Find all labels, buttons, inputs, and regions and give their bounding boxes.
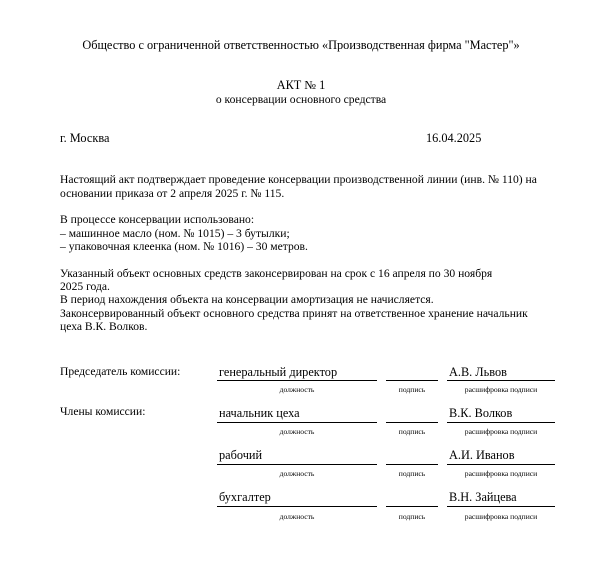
body-line: Указанный объект основных средств законсервирован на срок с 16 апреля по 30 ноября bbox=[60, 267, 493, 280]
body-line: 2025 года. bbox=[60, 280, 110, 293]
signer-name: А.В. Львов bbox=[449, 365, 507, 379]
position-line bbox=[217, 506, 377, 507]
decoding-line bbox=[447, 380, 555, 381]
signer-position: генеральный директор bbox=[219, 365, 338, 379]
position-line bbox=[217, 422, 377, 423]
body-line: В период нахождения объекта на консервации амортизация не начисляется. bbox=[60, 293, 434, 306]
signature-line bbox=[386, 506, 438, 507]
decoding-line bbox=[447, 506, 555, 507]
body-line: Настоящий акт подтверждает проведение консервации производственной линии (инв. № 110) на bbox=[60, 173, 537, 186]
signature-caption: подпись bbox=[398, 427, 426, 436]
materials-item: – упаковочная клеенка (ном. № 1016) – 30 метров. bbox=[60, 240, 308, 253]
signature-line bbox=[386, 380, 438, 381]
signature-caption: подпись bbox=[398, 385, 426, 394]
signature-line bbox=[386, 422, 438, 423]
decoding-caption: расшифровка подписи bbox=[464, 469, 538, 478]
position-caption: должность bbox=[279, 427, 315, 436]
city: г. Москва bbox=[60, 131, 110, 145]
signature-caption: подпись bbox=[398, 469, 426, 478]
signature-caption: подпись bbox=[398, 512, 426, 521]
signer-name: В.К. Волков bbox=[449, 406, 513, 420]
act-subtitle: о консервации основного средства bbox=[215, 93, 387, 106]
signer-name: В.Н. Зайцева bbox=[449, 490, 517, 504]
decoding-line bbox=[447, 422, 555, 423]
act-title: АКТ № 1 bbox=[276, 78, 326, 92]
position-line bbox=[217, 464, 377, 465]
decoding-caption: расшифровка подписи bbox=[464, 385, 538, 394]
signer-name: А.И. Иванов bbox=[449, 448, 515, 462]
chair-label: Председатель комиссии: bbox=[60, 365, 181, 378]
body-line: Законсервированный объект основного средства принят на ответственное хранение начальник bbox=[60, 307, 528, 320]
body-line: основании приказа от 2 апреля 2025 г. № 115. bbox=[60, 187, 285, 200]
signer-position: рабочий bbox=[219, 448, 263, 462]
decoding-caption: расшифровка подписи bbox=[464, 512, 538, 521]
members-label: Члены комиссии: bbox=[60, 405, 146, 418]
organization-name: Общество с ограниченной ответственностью «Производственная фирма "Мастер"» bbox=[82, 38, 520, 52]
signature-line bbox=[386, 464, 438, 465]
position-caption: должность bbox=[279, 385, 315, 394]
signer-position: начальник цеха bbox=[219, 406, 300, 420]
materials-item: – машинное масло (ном. № 1015) – 3 бутылки; bbox=[60, 227, 290, 240]
body-line: В процессе консервации использовано: bbox=[60, 213, 255, 226]
position-caption: должность bbox=[279, 512, 315, 521]
act-date: 16.04.2025 bbox=[426, 131, 482, 145]
signer-position: бухгалтер bbox=[219, 490, 271, 504]
body-line: цеха В.К. Волков. bbox=[60, 320, 148, 333]
decoding-line bbox=[447, 464, 555, 465]
position-line bbox=[217, 380, 377, 381]
position-caption: должность bbox=[279, 469, 315, 478]
decoding-caption: расшифровка подписи bbox=[464, 427, 538, 436]
